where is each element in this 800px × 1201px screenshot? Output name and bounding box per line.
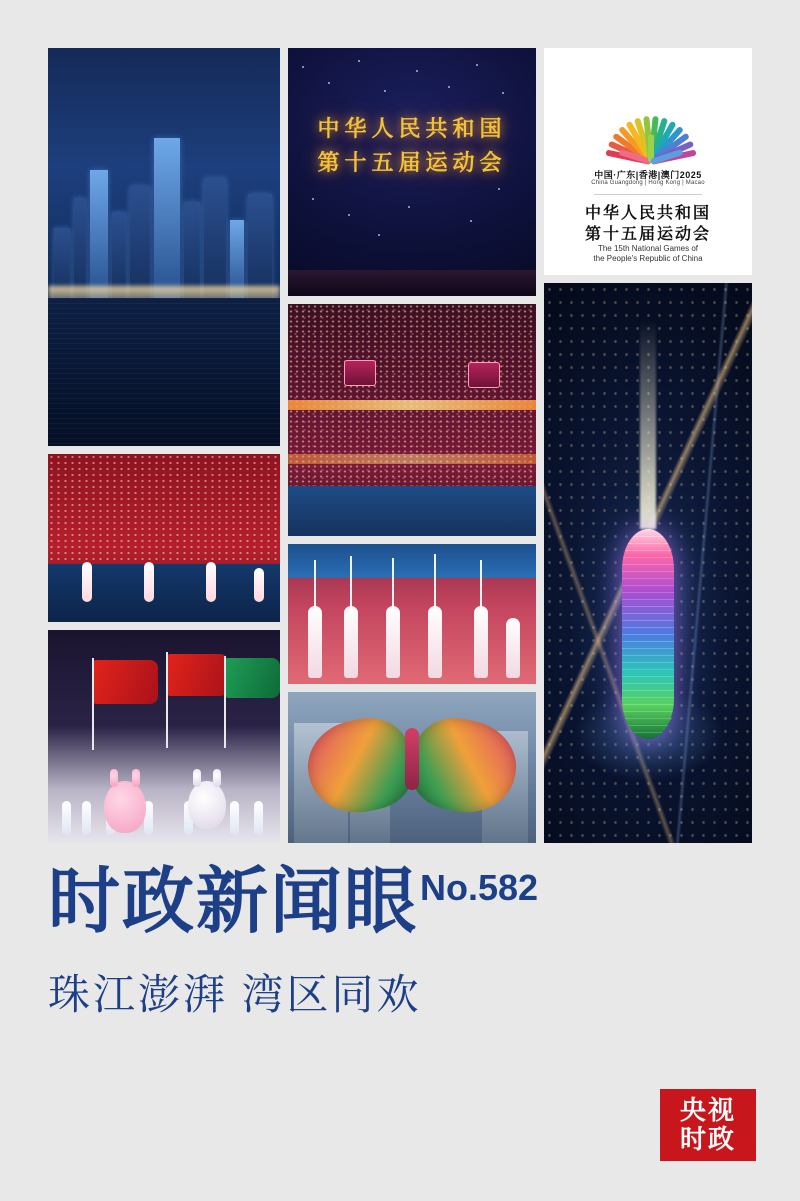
emblem-title-en-2: the People's Republic of China [593,254,703,263]
skyline-buildings [48,138,280,298]
emblem-title-en-1: The 15th National Games of [597,244,699,253]
led-line-1: 中华人民共和国 [317,116,507,141]
mascot-ear [193,769,201,787]
performance-blue-track [288,544,536,578]
flag-china [168,654,228,696]
building-tall [154,138,180,298]
stand-screen [468,362,500,388]
photo-games-emblem-card [544,48,752,275]
athlete [144,562,154,602]
athlete [206,562,216,602]
building [130,186,150,298]
cctv-logo-badge [660,1089,756,1161]
photo-parade-flags-mascots [48,630,280,843]
mascot-ear [110,769,118,787]
flag-hong-kong [94,660,158,704]
building [184,202,200,298]
stand-light-band [288,400,536,410]
led-line-2: 第十五届运动会 [317,150,507,176]
badge-line-1: 央视 [679,1095,736,1125]
stand-screen [344,360,376,386]
canton-tower-shaft [622,529,674,739]
building [74,198,86,298]
mascot-pink [104,781,146,833]
title-block [48,862,752,1022]
photo-red-crowd-athletes [48,454,280,622]
parade-athlete [82,801,91,835]
issue-number: No.582 [420,867,539,908]
building [90,170,108,298]
tower-antenna-beam [640,319,656,529]
emblem-fan-graphic [582,70,714,162]
water-reflection [48,298,280,446]
parade-athlete [62,801,71,835]
building [248,194,272,298]
mascot-ear [213,769,221,787]
emblem-divider [594,194,702,195]
stadium-blue-floor [288,486,536,536]
stand-light-band [288,454,536,464]
performer [506,618,520,678]
parade-athlete [254,801,263,835]
photo-guangzhou-skyline-night [48,48,280,446]
photo-stadium-crowd-stands [288,304,536,536]
performer [474,606,488,678]
mascot-white [188,781,226,829]
butterfly-body [405,728,419,790]
photo-stadium-led-screen [288,48,536,296]
performer [386,606,400,678]
tower-lattice-mesh [622,529,674,739]
page-subtitle: 珠江澎湃 湾区同欢 [48,973,422,1019]
photo-collage [48,48,752,843]
emblem-host-cities-en: China Guangdong | Hong Kong | Macao [591,180,705,186]
performer [344,606,358,678]
photo-ceremony-performers [288,544,536,684]
emblem-host-cities-cn: 中国·广东|香港|澳门2025 [594,170,702,180]
mascot-ear [132,769,140,787]
photo-canton-tower-aerial [544,283,752,843]
photo-butterfly-flower-sculpture [288,692,536,843]
flag-macao [226,658,280,698]
parade-athlete [230,801,239,835]
led-stage-floor [288,270,536,296]
badge-line-2: 时政 [679,1125,736,1154]
athlete [82,562,92,602]
performer [428,606,442,678]
performer [308,606,322,678]
emblem-title-line-1: 中华人民共和国 [584,205,711,222]
athlete [254,568,264,602]
emblem-title-line-2: 第十五届运动会 [584,226,711,243]
building [204,178,226,298]
led-text-block [288,112,536,180]
page-title: 时政新闻眼 [48,862,419,942]
